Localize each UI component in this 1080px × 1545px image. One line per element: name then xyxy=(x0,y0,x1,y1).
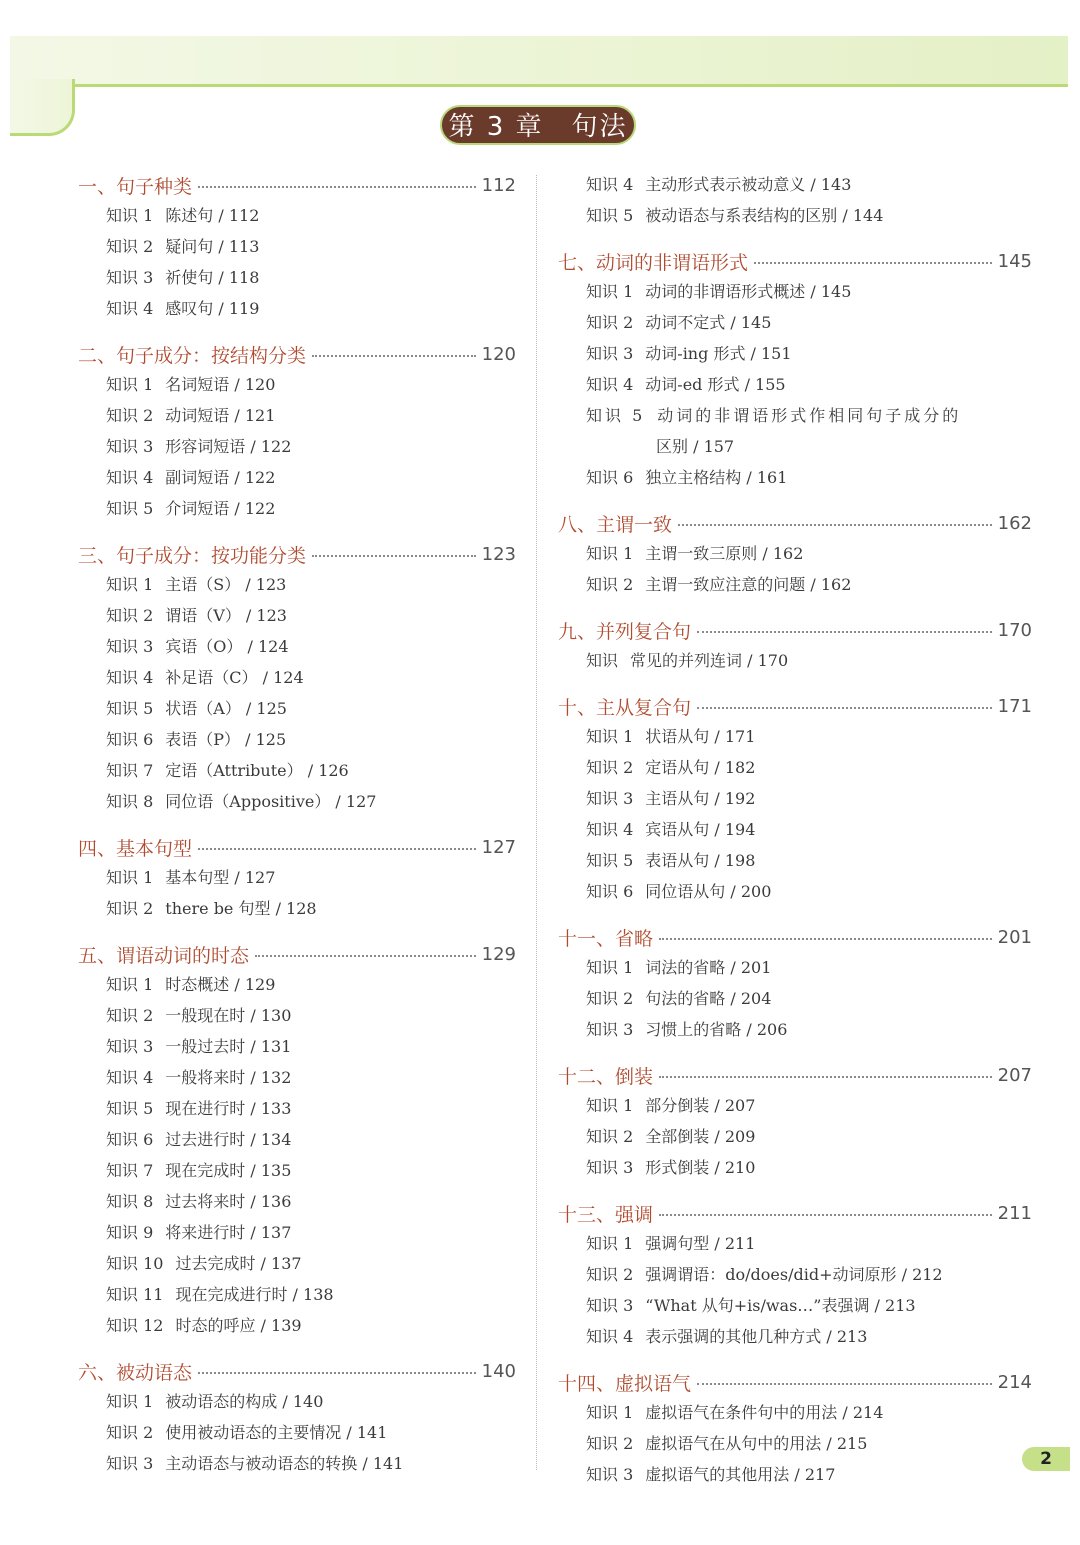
page-number-badge: 2 xyxy=(1022,1447,1070,1471)
toc-entry[interactable] xyxy=(586,1155,755,1181)
entry-label: 知识 2 xyxy=(586,1265,634,1284)
toc-entry[interactable] xyxy=(106,1189,291,1215)
toc-entry[interactable] xyxy=(106,603,287,629)
entry-title: 被动语态与系表结构的区别 / 144 xyxy=(645,206,884,225)
entry-title: 动词短语 / 121 xyxy=(165,406,276,425)
toc-entry[interactable] xyxy=(106,1158,291,1184)
entry-title: 名词短语 / 120 xyxy=(165,375,276,394)
section-title: 八、主谓一致 xyxy=(558,513,673,536)
section-title: 二、句子成分：按结构分类 xyxy=(78,344,307,367)
toc-entry[interactable] xyxy=(106,465,275,491)
toc-entry[interactable] xyxy=(106,296,259,322)
entry-label: 知识 3 xyxy=(586,1296,634,1315)
section-title: 三、句子成分：按功能分类 xyxy=(78,544,307,567)
entry-title: 陈述句 / 112 xyxy=(165,206,260,225)
entry-label: 知识 5 xyxy=(586,406,646,425)
toc-entry[interactable] xyxy=(106,665,304,691)
toc-entry[interactable] xyxy=(106,727,286,753)
entry-title: 时态的呼应 / 139 xyxy=(175,1316,302,1335)
column-divider xyxy=(536,175,537,1470)
section-page-number: 201 xyxy=(997,926,1032,948)
entry-title: 一般过去时 / 131 xyxy=(165,1037,292,1056)
toc-entry[interactable] xyxy=(586,203,883,229)
entry-title: 过去将来时 / 136 xyxy=(165,1192,292,1211)
entry-title: 主语从句 / 192 xyxy=(645,789,756,808)
toc-entry[interactable] xyxy=(586,879,771,905)
section-page-number: 123 xyxy=(481,543,516,565)
entry-label: 知识 6 xyxy=(586,882,634,901)
header-band-curve xyxy=(10,79,75,136)
entry-label: 知识 1 xyxy=(586,958,634,977)
section-page-number: 140 xyxy=(481,1360,516,1382)
toc-section-heading[interactable] xyxy=(78,170,516,200)
entry-label: 知识 1 xyxy=(106,575,154,594)
entry-title: 主动语态与被动语态的转换 / 141 xyxy=(165,1454,404,1473)
section-page-number: 127 xyxy=(481,836,516,858)
entry-label: 知识 3 xyxy=(106,637,154,656)
toc-entry[interactable] xyxy=(586,1231,755,1257)
entry-title: 介词短语 / 122 xyxy=(165,499,276,518)
entry-label: 知识 4 xyxy=(106,1068,154,1087)
entry-label: 知识 2 xyxy=(106,1423,154,1442)
toc-entry[interactable] xyxy=(586,465,787,491)
entry-label: 知识 5 xyxy=(106,699,154,718)
entry-title: 同位语从句 / 200 xyxy=(645,882,772,901)
toc-entry[interactable] xyxy=(586,755,755,781)
entry-label: 知识 4 xyxy=(586,175,634,194)
entry-title: 一般现在时 / 130 xyxy=(165,1006,292,1025)
section-page-number: 162 xyxy=(997,512,1032,534)
entry-title: 形式倒装 / 210 xyxy=(645,1158,756,1177)
entry-label: 知识 2 xyxy=(586,989,634,1008)
entry-title: 部分倒装 / 207 xyxy=(645,1096,756,1115)
toc-entry[interactable] xyxy=(106,1034,291,1060)
toc-entry[interactable] xyxy=(106,1451,403,1477)
entry-label: 知识 1 xyxy=(586,727,634,746)
section-page-number: 171 xyxy=(997,695,1032,717)
toc-entry[interactable] xyxy=(106,1313,302,1339)
entry-title: 常见的并列连词 / 170 xyxy=(630,651,789,670)
toc-entry[interactable] xyxy=(106,1420,387,1446)
entry-label: 知识 5 xyxy=(586,851,634,870)
toc-section-heading[interactable] xyxy=(558,1198,1032,1228)
toc-entry[interactable] xyxy=(106,896,317,922)
toc-entry[interactable] xyxy=(586,372,786,398)
entry-title: 将来进行时 / 137 xyxy=(165,1223,292,1242)
toc-entry[interactable] xyxy=(586,1324,867,1350)
toc-section-heading[interactable] xyxy=(558,508,1032,538)
leader-dots xyxy=(198,848,476,850)
chapter-title: 第 3 章 句法 xyxy=(440,105,636,145)
entry-title: 感叹句 / 119 xyxy=(165,299,260,318)
leader-dots xyxy=(659,1076,992,1078)
section-page-number: 112 xyxy=(481,174,516,196)
leader-dots xyxy=(659,1214,992,1216)
entry-label: 知识 4 xyxy=(586,1327,634,1346)
toc-entry[interactable] xyxy=(586,986,771,1012)
entry-label: 知识 9 xyxy=(106,1223,154,1242)
toc-section-heading[interactable] xyxy=(558,691,1032,721)
toc-section-heading[interactable] xyxy=(558,615,1032,645)
entry-label: 知识 2 xyxy=(106,1006,154,1025)
toc-entry[interactable] xyxy=(106,789,376,815)
entry-label: 知识 1 xyxy=(106,375,154,394)
entry-title: 动词-ing 形式 / 151 xyxy=(645,344,792,363)
entry-label: 知识 6 xyxy=(106,1130,154,1149)
toc-entry[interactable] xyxy=(106,634,289,660)
section-title: 四、基本句型 xyxy=(78,837,193,860)
toc-entry[interactable] xyxy=(106,696,287,722)
entry-title: 时态概述 / 129 xyxy=(165,975,276,994)
entry-title: 宾语（O） / 124 xyxy=(165,637,289,656)
entry-title: 定语从句 / 182 xyxy=(645,758,756,777)
entry-label: 知识 2 xyxy=(106,899,154,918)
toc-entry[interactable] xyxy=(586,1400,883,1426)
leader-dots xyxy=(678,524,992,526)
entry-label: 知识 1 xyxy=(586,1403,634,1422)
section-title: 十一、省略 xyxy=(558,927,654,950)
entry-label: 知识 3 xyxy=(106,1037,154,1056)
entry-title: 习惯上的省略 / 206 xyxy=(645,1020,788,1039)
toc-entry[interactable] xyxy=(106,1389,323,1415)
leader-dots xyxy=(255,955,476,957)
toc-entry[interactable] xyxy=(106,758,349,784)
entry-title: 状语（A） / 125 xyxy=(165,699,287,718)
toc-entry[interactable] xyxy=(586,1124,755,1150)
section-page-number: 129 xyxy=(481,943,516,965)
toc-entry[interactable] xyxy=(106,203,259,229)
section-page-number: 214 xyxy=(997,1371,1032,1393)
entry-label: 知识 1 xyxy=(586,544,634,563)
toc-entry[interactable] xyxy=(106,865,275,891)
entry-title: there be 句型 / 128 xyxy=(165,899,317,918)
toc-entry[interactable] xyxy=(586,817,755,843)
entry-title: 被动语态的构成 / 140 xyxy=(165,1392,324,1411)
toc-entry[interactable] xyxy=(586,724,755,750)
toc-entry[interactable] xyxy=(586,1093,755,1119)
toc-entry[interactable] xyxy=(106,572,286,598)
entry-label: 知识 2 xyxy=(586,575,634,594)
toc-entry[interactable] xyxy=(586,341,792,367)
leader-dots xyxy=(754,262,992,264)
entry-label: 知识 6 xyxy=(586,468,634,487)
entry-title: 形容词短语 / 122 xyxy=(165,437,292,456)
section-title: 十、主从复合句 xyxy=(558,696,692,719)
entry-label: 知识 1 xyxy=(586,282,634,301)
entry-label: 知识 2 xyxy=(106,406,154,425)
toc-section-heading[interactable] xyxy=(558,1060,1032,1090)
entry-title: 祈使句 / 118 xyxy=(165,268,260,287)
section-page-number: 170 xyxy=(997,619,1032,641)
entry-label: 知识 7 xyxy=(106,1161,154,1180)
entry-label: 知识 10 xyxy=(106,1254,164,1273)
entry-label: 知识 5 xyxy=(106,499,154,518)
entry-title: 现在完成时 / 135 xyxy=(165,1161,292,1180)
leader-dots xyxy=(198,186,476,188)
section-title: 十二、倒装 xyxy=(558,1065,654,1088)
toc-entry[interactable] xyxy=(586,1431,867,1457)
section-page-number: 207 xyxy=(997,1064,1032,1086)
entry-label: 知识 2 xyxy=(106,237,154,256)
leader-dots xyxy=(312,355,476,357)
entry-title: 过去进行时 / 134 xyxy=(165,1130,292,1149)
entry-label: 知识 1 xyxy=(106,1392,154,1411)
entry-label: 知识 2 xyxy=(106,606,154,625)
entry-title: 全部倒装 / 209 xyxy=(645,1127,756,1146)
entry-title: 表示强调的其他几种方式 / 213 xyxy=(645,1327,868,1346)
entry-title: 定语（Attribute） / 126 xyxy=(165,761,349,780)
section-title: 五、谓语动词的时态 xyxy=(78,944,250,967)
leader-dots xyxy=(659,938,992,940)
entry-label: 知识 11 xyxy=(106,1285,164,1304)
section-title: 六、被动语态 xyxy=(78,1361,193,1384)
entry-title: 主动形式表示被动意义 / 143 xyxy=(645,175,852,194)
toc-entry[interactable] xyxy=(106,1220,291,1246)
toc-entry[interactable] xyxy=(586,1017,787,1043)
toc-entry[interactable] xyxy=(586,955,771,981)
entry-label: 知识 2 xyxy=(586,1434,634,1453)
entry-title: 使用被动语态的主要情况 / 141 xyxy=(165,1423,388,1442)
toc-entry[interactable] xyxy=(106,403,275,429)
entry-label: 知识 1 xyxy=(106,868,154,887)
entry-label: 知识 12 xyxy=(106,1316,164,1335)
entry-label: 知识 3 xyxy=(106,268,154,287)
toc-entry[interactable] xyxy=(586,1262,943,1288)
leader-dots xyxy=(312,555,476,557)
toc-entry[interactable] xyxy=(586,648,788,674)
toc-section-heading[interactable] xyxy=(558,1367,1032,1397)
entry-label: 知识 3 xyxy=(106,437,154,456)
toc-entry[interactable] xyxy=(586,786,755,812)
section-title: 七、动词的非谓语形式 xyxy=(558,251,749,274)
entry-label: 知识 6 xyxy=(106,730,154,749)
toc-entry[interactable] xyxy=(106,1003,291,1029)
entry-label: 知识 4 xyxy=(106,468,154,487)
entry-label: 知识 4 xyxy=(106,668,154,687)
entry-label: 知识 8 xyxy=(106,792,154,811)
entry-title: 主谓一致应注意的问题 / 162 xyxy=(645,575,852,594)
toc-entry[interactable] xyxy=(586,1293,916,1319)
entry-label: 知识 4 xyxy=(586,820,634,839)
leader-dots xyxy=(697,707,992,709)
toc-entry[interactable] xyxy=(106,234,259,260)
entry-title: 虚拟语气的其他用法 / 217 xyxy=(645,1465,836,1484)
header-band xyxy=(10,36,1068,87)
entry-title: 独立主格结构 / 161 xyxy=(645,468,788,487)
toc-section-heading[interactable] xyxy=(78,539,516,569)
toc-entry[interactable] xyxy=(106,1251,302,1277)
entry-title: 词法的省略 / 201 xyxy=(645,958,772,977)
entry-label: 知识 xyxy=(586,651,619,670)
entry-label: 知识 1 xyxy=(586,1096,634,1115)
entry-title: 现在进行时 / 133 xyxy=(165,1099,292,1118)
leader-dots xyxy=(198,1372,476,1374)
section-page-number: 120 xyxy=(481,343,516,365)
entry-title: 动词-ed 形式 / 155 xyxy=(645,375,786,394)
toc-entry[interactable] xyxy=(586,172,851,198)
entry-title: 表语（P） / 125 xyxy=(165,730,287,749)
section-title: 十四、虚拟语气 xyxy=(558,1372,692,1395)
leader-dots xyxy=(697,631,992,633)
entry-title: 状语从句 / 171 xyxy=(645,727,756,746)
entry-title: 一般将来时 / 132 xyxy=(165,1068,292,1087)
entry-title: 疑问句 / 113 xyxy=(165,237,260,256)
toc-entry[interactable] xyxy=(106,1127,291,1153)
entry-label: 知识 1 xyxy=(586,1234,634,1253)
entry-title: 补足语（C） / 124 xyxy=(165,668,304,687)
section-title: 九、并列复合句 xyxy=(558,620,692,643)
entry-title: 基本句型 / 127 xyxy=(165,868,276,887)
toc-entry[interactable] xyxy=(106,265,259,291)
entry-title: 现在完成进行时 / 138 xyxy=(175,1285,334,1304)
toc-entry[interactable] xyxy=(586,572,851,598)
toc-entry[interactable] xyxy=(586,848,755,874)
entry-title: 谓语（V） / 123 xyxy=(165,606,287,625)
entry-title: 动词的非谓语形式作相同句子成分的 xyxy=(657,406,962,425)
entry-label: 知识 8 xyxy=(106,1192,154,1211)
entry-title: 副词短语 / 122 xyxy=(165,468,276,487)
entry-title: 强调句型 / 211 xyxy=(645,1234,756,1253)
toc-section-heading[interactable] xyxy=(78,1356,516,1386)
toc-entry[interactable] xyxy=(586,279,851,305)
entry-title: 主谓一致三原则 / 162 xyxy=(645,544,804,563)
entry-label: 知识 2 xyxy=(586,313,634,332)
entry-label: 知识 3 xyxy=(106,1454,154,1473)
entry-title: 过去完成时 / 137 xyxy=(175,1254,302,1273)
entry-label: 知识 7 xyxy=(106,761,154,780)
entry-title: 宾语从句 / 194 xyxy=(645,820,756,839)
toc-entry[interactable] xyxy=(106,496,275,522)
entry-title: 句法的省略 / 204 xyxy=(645,989,772,1008)
entry-label: 知识 3 xyxy=(586,1465,634,1484)
leader-dots xyxy=(697,1383,992,1385)
entry-label: 知识 3 xyxy=(586,344,634,363)
entry-label: 知识 1 xyxy=(106,206,154,225)
entry-label: 知识 3 xyxy=(586,789,634,808)
section-page-number: 145 xyxy=(997,250,1032,272)
entry-title: 强调谓语：do/does/did+动词原形 / 212 xyxy=(645,1265,943,1284)
entry-label: 知识 4 xyxy=(586,375,634,394)
section-title: 十三、强调 xyxy=(558,1203,654,1226)
entry-label: 知识 1 xyxy=(106,975,154,994)
section-title: 一、句子种类 xyxy=(78,175,193,198)
entry-label: 知识 5 xyxy=(586,206,634,225)
toc-entry[interactable] xyxy=(586,1462,835,1488)
entry-title-continued: 区别 / 157 xyxy=(656,437,735,456)
toc-entry[interactable] xyxy=(106,1282,334,1308)
entry-title: 虚拟语气在从句中的用法 / 215 xyxy=(645,1434,868,1453)
entry-title: 同位语（Appositive） / 127 xyxy=(165,792,377,811)
entry-label: 知识 2 xyxy=(586,758,634,777)
entry-title: 主语（S） / 123 xyxy=(165,575,287,594)
toc-entry[interactable] xyxy=(106,1096,291,1122)
entry-label: 知识 5 xyxy=(106,1099,154,1118)
entry-label: 知识 3 xyxy=(586,1020,634,1039)
toc-entry[interactable] xyxy=(586,541,803,567)
entry-title: “What 从句+is/was…”表强调 / 213 xyxy=(645,1296,916,1315)
entry-title: 动词不定式 / 145 xyxy=(645,313,772,332)
toc-entry[interactable] xyxy=(586,403,961,429)
toc-section-heading[interactable] xyxy=(78,339,516,369)
toc-entry[interactable] xyxy=(106,1065,291,1091)
toc-entry[interactable] xyxy=(106,434,291,460)
entry-title: 动词的非谓语形式概述 / 145 xyxy=(645,282,852,301)
entry-title: 表语从句 / 198 xyxy=(645,851,756,870)
toc-entry[interactable] xyxy=(106,972,275,998)
section-page-number: 211 xyxy=(997,1202,1032,1224)
entry-label: 知识 4 xyxy=(106,299,154,318)
toc-section-heading[interactable] xyxy=(78,939,516,969)
toc-entry[interactable] xyxy=(586,310,771,336)
entry-label: 知识 2 xyxy=(586,1127,634,1146)
toc-section-heading[interactable] xyxy=(78,832,516,862)
entry-label: 知识 3 xyxy=(586,1158,634,1177)
toc-section-heading[interactable] xyxy=(558,922,1032,952)
entry-title: 虚拟语气在条件句中的用法 / 214 xyxy=(645,1403,884,1422)
toc-section-heading[interactable] xyxy=(558,246,1032,276)
toc-entry[interactable] xyxy=(106,372,275,398)
